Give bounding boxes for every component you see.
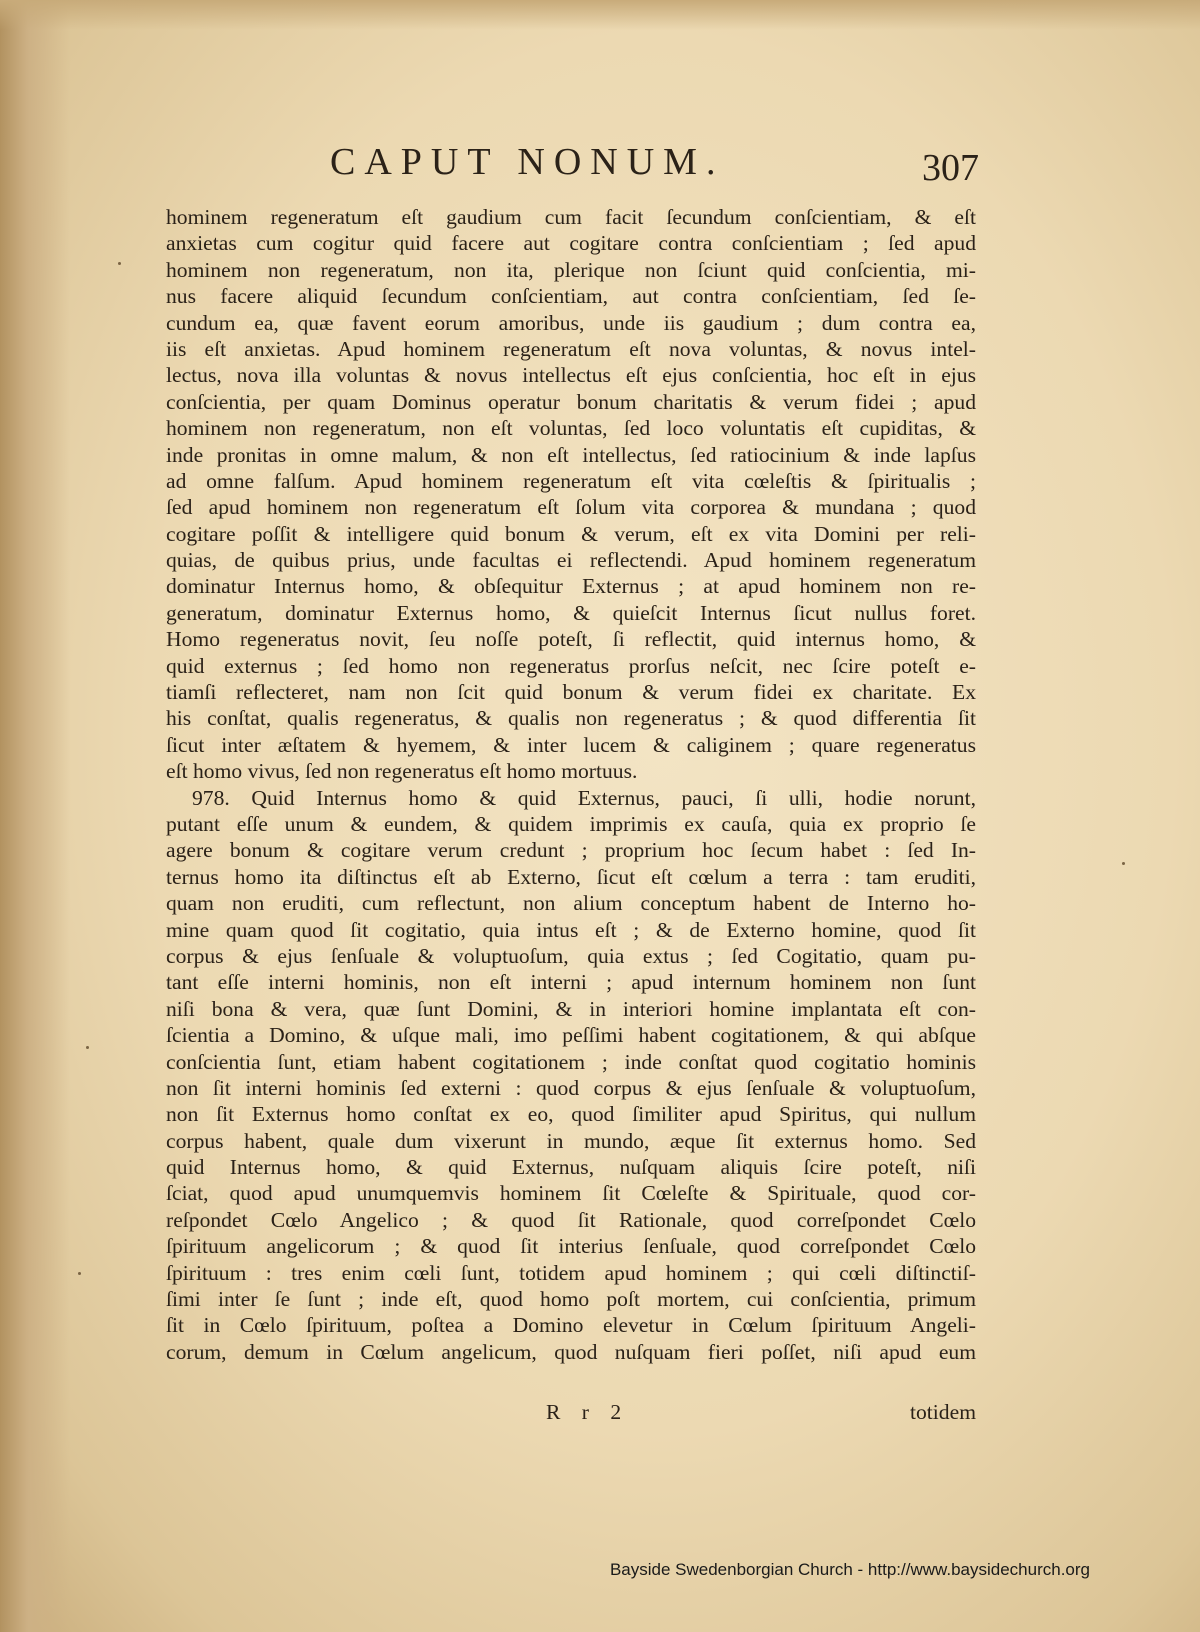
text-line: agere bonum & cogitare verum credunt ; proprium hoc ſecum habet : ſed In- [166,838,976,863]
catchword: totidem [910,1400,976,1424]
text-line: ſciat, quod apud unumquemvis hominem ſit Cœleſte & Spirituale, quod cor- [166,1181,976,1206]
text-line: conſcientia, per quam Dominus operatur bonum charitatis & verum fidei ; apud [166,389,976,414]
text-line: anxietas cum cogitur quid facere aut cogitare contra conſcientiam ; ſed apud [166,231,976,256]
text-line: hominem regeneratum eſt gaudium cum facit ſecundum conſcientiam, & eſt [166,205,976,229]
text-line: reſpondet Cœlo Angelico ; & quod ſit Rationale, quod correſpondet Cœlo [166,1207,976,1232]
text-line: iis eſt anxietas. Apud hominem regeneratum eſt nova voluntas, & novus intel- [166,336,976,361]
text-line: ſicut inter æſtatem & hyemem, & inter lucem & caliginem ; quare regeneratus [166,732,976,757]
text-line: corpus & ejus ſenſuale & voluptuoſum, quia extus ; ſed Cogitatio, quam pu- [166,943,976,968]
text-line: cundum ea, quæ favent eorum amoribus, unde iis gaudium ; dum contra ea, [166,310,976,335]
text-line: conſcientia ſunt, etiam habent cogitationem ; inde conſtat quod cogitatio hominis [166,1049,976,1074]
text-line: tiamſi reflecteret, nam non ſcit quid bonum & verum fidei ex charitate. Ex [166,680,976,705]
text-line: non ſit interni hominis ſed externi : quod corpus & ejus ſenſuale & voluptuoſum, [166,1075,976,1100]
text-line: nus facere aliquid ſecundum conſcientiam, aut contra conſcientiam, ſed ſe- [166,284,976,309]
text-line: ſit in Cœlo ſpirituum, poſtea a Domino elevetur in Cœlum ſpirituum Angeli- [166,1313,976,1338]
text-line: quias, de quibus prius, unde facultas ei reflectendi. Apud hominem regeneratum [166,548,976,573]
text-line: corum, demum in Cœlum angelicum, quod nuſquam fieri poſſet, niſi apud eum [166,1339,976,1364]
text-line: his conſtat, qualis regeneratus, & qualis non regeneratus ; & quod differentia ſit [166,706,976,731]
text-line: non ſit Externus homo conſtat ex eo, quod ſimiliter apud Spiritus, qui nullum [166,1102,976,1127]
text-line: ſpirituum angelicorum ; & quod ſit interius ſenſuale, quod correſpondet Cœlo [166,1234,976,1259]
top-edge-shadow [0,0,1200,30]
text-line: hominem non regeneratum, non eſt voluntas, ſed loco voluntatis eſt cupiditas, & [166,416,976,441]
body-text [166,204,976,1365]
paper-speck [1122,862,1125,865]
text-line: mine quam quod ſit cogitatio, quia intus eſt ; & de Externo homine, quod ſit [166,917,976,942]
text-line: ſed apud hominem non regeneratum eſt ſolum vita corporea & mundana ; quod [166,495,976,520]
text-line: hominem non regeneratum, non ita, plerique non ſciunt quid conſcientia, mi- [166,257,976,282]
text-line: generatum, dominatur Externus homo, & quieſcit Internus ſicut nullus foret. [166,600,976,625]
text-line: lectus, nova illa voluntas & novus intellectus eſt ejus conſcientia, hoc eſt in ejus [166,363,976,388]
text-line: quid Internus homo, & quid Externus, nuſquam aliquis ſcire poteſt, niſi [166,1155,976,1180]
text-line: ternus homo ita diſtinctus eſt ab Externo, ſicut eſt cœlum a terra : tam eruditi, [166,864,976,889]
watermark-credit: Bayside Swedenborgian Church - http://www.baysidechurch.org [609,1560,1090,1579]
text-line: ſcientia a Domino, & uſque mali, imo peſſimi habent cogitationem, & qui abſque [166,1023,976,1048]
text-line: Homo regeneratus novit, ſeu noſſe poteſt, ſi reflectit, quid internus homo, & [166,627,976,652]
page-header [0,140,1200,200]
text-line: ſimi inter ſe ſunt ; inde eſt, quod homo poſt mortem, cui conſcientia, primum [166,1287,976,1312]
text-line: dominatur Internus homo, & obſequitur Externus ; at apud hominem non re- [166,574,976,599]
paragraph-start-978: 978. Quid Internus homo & quid Externus, pauci, ſi ulli, hodie norunt, [192,785,976,810]
text-line: inde pronitas in omne malum, & non eſt intellectus, ſed ratiocinium & inde lapſus [166,442,976,467]
paper-speck [86,1046,89,1049]
page-footer [166,1400,976,1430]
gutter-shadow [0,0,70,1632]
text-line: corpus habent, quale dum vixerunt in mundo, æque ſit externus homo. Sed [166,1128,976,1153]
text-line: quid externus ; ſed homo non regeneratus prorſus neſcit, nec ſcire poteſt e- [166,653,976,678]
paper-speck [118,262,121,265]
text-line: ſpirituum : tres enim cœli ſunt, totidem apud hominem ; qui cœli diſtinctiſ- [166,1260,976,1285]
text-line: putant eſſe unum & eundem, & quidem imprimis ex cauſa, quia ex proprio ſe [166,811,976,836]
text-line: niſi bona & vera, quæ ſunt Domini, & in interiori homine implantata eſt con- [166,996,976,1021]
page-number: 307 [922,147,979,189]
signature-mark: R r 2 [546,1400,630,1424]
text-line: eſt homo vivus, ſed non regeneratus eſt homo mortuus. [166,759,638,784]
text-line: tant eſſe interni hominis, non eſt interni ; apud internum hominem non ſunt [166,970,976,995]
paper-speck [78,1272,81,1275]
text-line: ad omne falſum. Apud hominem regeneratum eſt vita cœleſtis & ſpiritualis ; [166,468,976,493]
text-line: quam non eruditi, cum reflectunt, non alium conceptum habent de Interno ho- [166,891,976,916]
running-head: CAPUT NONUM. [330,141,725,183]
text-line: cogitare poſſit & intelligere quid bonum & verum, eſt ex vita Domini per reli- [166,521,976,546]
